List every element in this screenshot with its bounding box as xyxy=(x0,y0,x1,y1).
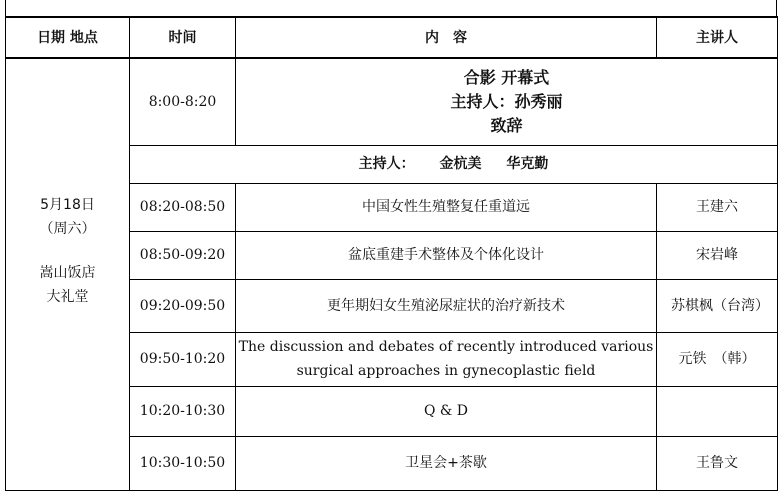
session-speaker: 苏棋枫（台湾） xyxy=(657,279,778,332)
session-speaker: 元铁 （韩） xyxy=(657,332,778,386)
opening-line2: 主持人：孙秀丽 xyxy=(450,91,563,111)
session-time: 09:50-10:20 xyxy=(130,332,236,386)
opening-line3: 致辞 xyxy=(490,115,523,135)
date-venue-cell xyxy=(6,58,130,490)
schedule-table xyxy=(5,16,778,491)
table-top-band xyxy=(5,0,777,16)
opening-line1: 合影 开幕式 xyxy=(463,67,550,87)
header-content: 内 容 xyxy=(236,17,657,58)
session-time: 08:20-08:50 xyxy=(130,183,236,231)
session-time: 09:20-09:50 xyxy=(130,279,236,332)
host-name-1: 金杭美 xyxy=(439,156,482,172)
session-content: Q & D xyxy=(236,386,657,436)
day-date: 5月18日 xyxy=(40,197,95,213)
header-date-place: 日期 地点 xyxy=(6,17,130,58)
session-speaker: 宋岩峰 xyxy=(657,231,778,279)
header-speaker: 主讲人 xyxy=(657,17,778,58)
header-time: 时间 xyxy=(130,17,236,58)
session-time: 10:20-10:30 xyxy=(130,386,236,436)
session-time: 08:50-09:20 xyxy=(130,231,236,279)
session-content: 更年期妇女生殖泌尿症状的治疗新技术 xyxy=(236,279,657,332)
host-row-cell xyxy=(130,145,778,183)
session-content: The discussion and debates of recently introduced various surgical approaches in gynecoplastic field xyxy=(236,332,657,386)
session-speaker: 王鲁文 xyxy=(657,436,778,490)
session-content: 盆底重建手术整体及个体化设计 xyxy=(236,231,657,279)
host-label: 主持人： xyxy=(358,156,415,172)
session-time: 10:30-10:50 xyxy=(130,436,236,490)
session-content: 中国女性生殖整复任重道远 xyxy=(236,183,657,231)
table-row-opening xyxy=(6,58,778,145)
day-hall: 大礼堂 xyxy=(46,289,89,305)
opening-time: 8:00-8:20 xyxy=(130,58,236,145)
day-venue: 嵩山饭店 xyxy=(39,265,96,281)
host-name-2: 华克勤 xyxy=(506,156,549,172)
day-weekday: （周六） xyxy=(39,221,96,237)
session-speaker: 王建六 xyxy=(657,183,778,231)
opening-content xyxy=(236,58,778,145)
session-speaker xyxy=(657,386,778,436)
session-content: 卫星会+茶歇 xyxy=(236,436,657,490)
header-row xyxy=(6,17,778,58)
